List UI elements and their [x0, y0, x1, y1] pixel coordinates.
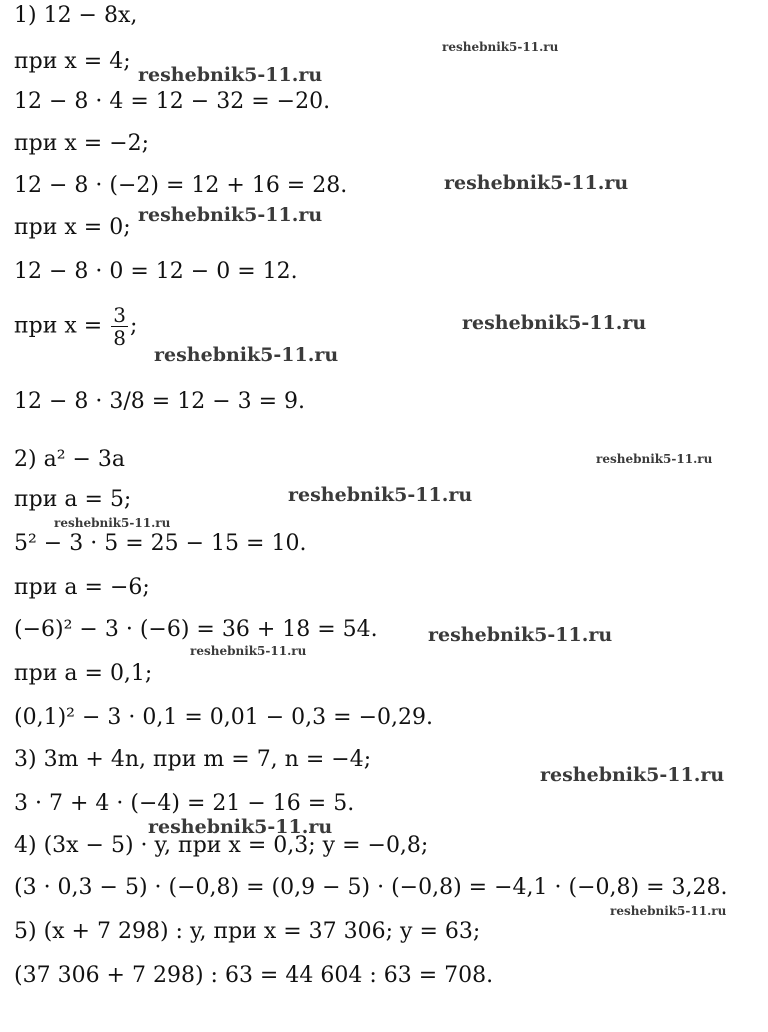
substitution-a-5: при a = 5; — [14, 487, 132, 512]
watermark: reshebnik5-11.ru — [462, 312, 647, 334]
watermark: reshebnik5-11.ru — [148, 816, 333, 838]
problem-1-expression: 1) 12 − 8x, — [14, 3, 138, 28]
watermark: reshebnik5-11.ru — [442, 40, 559, 54]
watermark: reshebnik5-11.ru — [154, 344, 339, 366]
calculation-x-minus-2: 12 − 8 · (−2) = 12 + 16 = 28. — [14, 173, 348, 198]
watermark: reshebnik5-11.ru — [540, 764, 725, 786]
watermark: reshebnik5-11.ru — [138, 64, 323, 86]
watermark: reshebnik5-11.ru — [610, 904, 727, 918]
watermark: reshebnik5-11.ru — [288, 484, 473, 506]
frac-line-suffix: ; — [129, 313, 138, 339]
problem-5-expression: 5) (x + 7 298) : y, при x = 37 306; y = 63; — [14, 919, 481, 944]
substitution-x-minus-2: при x = −2; — [14, 131, 150, 156]
calculation-x-0: 12 − 8 · 0 = 12 − 0 = 12. — [14, 259, 298, 284]
watermark: reshebnik5-11.ru — [428, 624, 613, 646]
watermark: reshebnik5-11.ru — [190, 644, 307, 658]
calculation-problem-4: (3 · 0,3 − 5) · (−0,8) = (0,9 − 5) · (−0,8) = −4,1 · (−0,8) = 3,28. — [14, 875, 728, 900]
substitution-x-4: при x = 4; — [14, 49, 131, 74]
fraction-numerator: 3 — [113, 303, 126, 327]
calculation-problem-5: (37 306 + 7 298) : 63 = 44 604 : 63 = 708. — [14, 963, 494, 988]
watermark: reshebnik5-11.ru — [54, 516, 171, 530]
watermark: reshebnik5-11.ru — [138, 204, 323, 226]
calculation-x-three-eighths: 12 − 8 · 3/8 = 12 − 3 = 9. — [14, 389, 306, 414]
problem-2-expression: 2) a² − 3a — [14, 447, 126, 472]
substitution-a-0-1: при a = 0,1; — [14, 661, 153, 686]
frac-line-prefix: при x = — [14, 313, 110, 339]
fraction-three-eighths — [111, 304, 128, 349]
substitution-x-three-eighths — [14, 304, 137, 349]
watermark: reshebnik5-11.ru — [596, 452, 713, 466]
problem-4-expression: 4) (3x − 5) · y, при x = 0,3; y = −0,8; — [14, 833, 429, 858]
calculation-x-4: 12 − 8 · 4 = 12 − 32 = −20. — [14, 89, 331, 114]
substitution-a-minus-6: при a = −6; — [14, 575, 150, 600]
calculation-a-minus-6: (−6)² − 3 · (−6) = 36 + 18 = 54. — [14, 617, 378, 642]
watermark: reshebnik5-11.ru — [444, 172, 629, 194]
calculation-problem-3: 3 · 7 + 4 · (−4) = 21 − 16 = 5. — [14, 791, 355, 816]
calculation-a-0-1: (0,1)² − 3 · 0,1 = 0,01 − 0,3 = −0,29. — [14, 705, 433, 730]
fraction-denominator: 8 — [113, 326, 126, 350]
problem-3-expression: 3) 3m + 4n, при m = 7, n = −4; — [14, 747, 372, 772]
substitution-x-0: при x = 0; — [14, 215, 131, 240]
calculation-a-5: 5² − 3 · 5 = 25 − 15 = 10. — [14, 531, 307, 556]
